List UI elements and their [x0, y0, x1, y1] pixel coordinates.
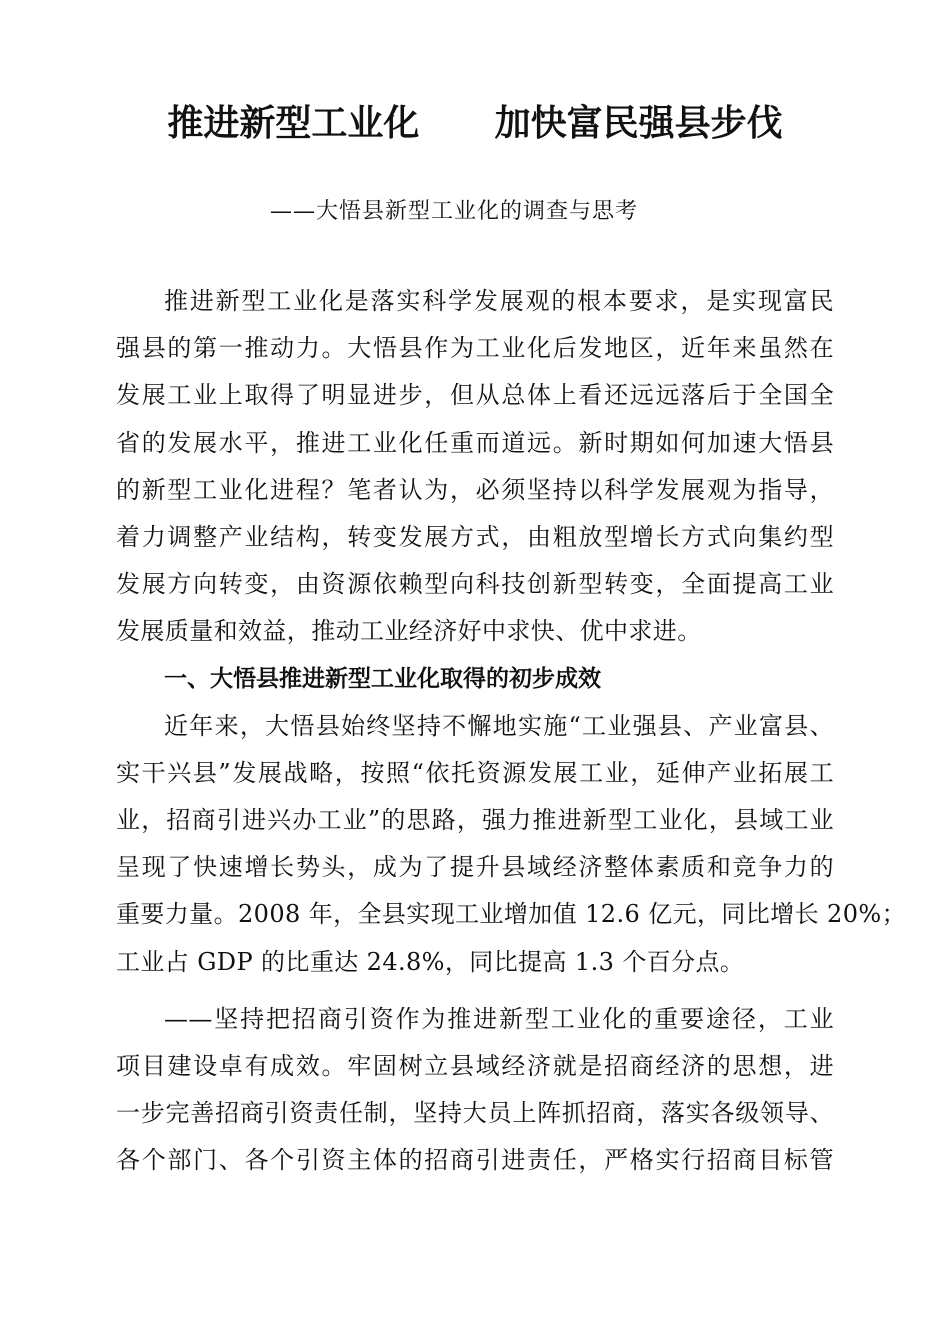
section-heading: 一、大悟县推进新型工业化取得的初步成效: [164, 665, 601, 692]
paragraph-line: 业，招商引进兴办工业”的思路，强力推进新型工业化，县域工业: [116, 806, 834, 835]
paragraph-line: 各个部门、各个引资主体的招商引进责任，严格实行招商目标管: [116, 1146, 834, 1175]
paragraph-line: 强县的第一推动力。大悟县作为工业化后发地区，近年来虽然在: [116, 334, 834, 363]
paragraph-line: 推进新型工业化是落实科学发展观的根本要求，是实现富民: [164, 287, 834, 315]
paragraph-line: 工业占 GDP 的比重达 24.8%，同比提高 1.3 个百分点。: [116, 947, 745, 976]
intro-paragraph: [116, 278, 834, 656]
paragraph-line: 实干兴县”发展战略，按照“依托资源发展工业，延伸产业拓展工: [116, 758, 834, 787]
paragraph-line: 省的发展水平，推进工业化任重而道远。新时期如何加速大悟县: [116, 428, 834, 457]
paragraph-line: 呈现了快速增长势头，成为了提升县域经济整体素质和竞争力的: [116, 853, 834, 882]
paragraph-line: 一步完善招商引资责任制，坚持大员上阵抓招商，落实各级领导、: [116, 1099, 834, 1128]
paragraph-line: ——坚持把招商引资作为推进新型工业化的重要途径，工业: [164, 1004, 834, 1033]
document-subtitle: ——大悟县新型工业化的调查与思考: [270, 199, 639, 224]
paragraph-line: 发展方向转变，由资源依赖型向科技创新型转变，全面提高工业: [116, 570, 834, 599]
paragraph-line: 发展质量和效益，推动工业经济好中求快、优中求进。: [116, 617, 702, 646]
paragraph-line: 着力调整产业结构，转变发展方式，由粗放型增长方式向集约型: [116, 522, 834, 551]
achievement-paragraph: [116, 703, 906, 986]
paragraph-line: 的新型工业化进程？笔者认为，必须坚持以科学发展观为指导，: [116, 475, 834, 504]
paragraph-line: 发展工业上取得了明显进步，但从总体上看还远远落后于全国全: [116, 381, 834, 410]
paragraph-line: 项目建设卓有成效。牢固树立县域经济就是招商经济的思想，进: [116, 1052, 834, 1080]
document-body: [116, 278, 906, 1185]
paragraph-line: 重要力量。2008 年，全县实现工业增加值 12.6 亿元，同比增长 20%；: [116, 900, 906, 929]
document-title: 推进新型工业化 加快富民强县步伐: [167, 103, 783, 144]
paragraph-line: 近年来，大悟县始终坚持不懈地实施“工业强县、产业富县、: [164, 711, 834, 740]
investment-paragraph: [116, 996, 834, 1185]
